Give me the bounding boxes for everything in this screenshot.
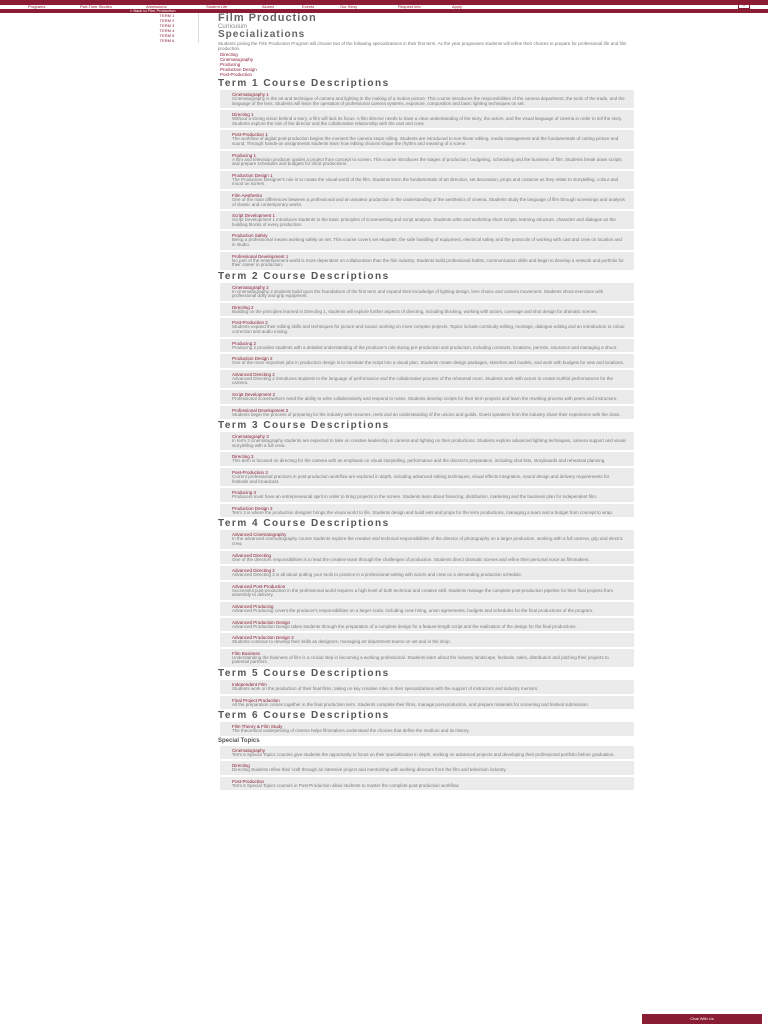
course-card xyxy=(220,370,634,388)
course-card xyxy=(220,130,634,148)
specialization-item: Production Design xyxy=(220,67,257,72)
specialization-item: Producing xyxy=(220,62,241,67)
nav-item-events[interactable]: Events xyxy=(302,4,315,9)
nav-item-admissions[interactable]: Admissions xyxy=(146,4,167,9)
course-description: This term is focused on directing for the camera with an emphasis on visual storytelling, performance and the director's preparation, including shot lists, storyboards and rehearsal planning. xyxy=(232,458,606,464)
course-title: Script Development 1 xyxy=(232,213,276,219)
course-title: Directing 1 xyxy=(232,112,254,118)
course-description: In term 3 cinematography students are expected to take on creative leadership in camera and lighting on their productions. Students explore advanced lighting techniques, camera support and visual storytelling with a full crew. xyxy=(232,438,626,448)
course-card xyxy=(220,618,634,632)
course-card xyxy=(220,488,634,502)
course-card xyxy=(220,303,634,317)
course-title: Directing xyxy=(232,763,250,769)
course-card xyxy=(220,551,634,565)
specializations-intro: Students joining the Film Production Program will choose two of the following specializations in their first term. As the year progresses students will refine their choices to prepare for professional life and film production. xyxy=(218,41,627,51)
course-card xyxy=(220,231,634,249)
course-description: Without a strong vision behind a story, a film will lack its focus. A film director needs to have a clear understanding of the story, the actors, and the visual language of cinema in order to tell the story. Students explore the role of the director and the collaborative relationship with the cast and crew. xyxy=(232,116,623,126)
chat-button[interactable]: Chat With Us xyxy=(642,1014,762,1024)
course-card xyxy=(220,452,634,466)
nav-item-student-life[interactable]: Student Life xyxy=(206,4,228,9)
course-card xyxy=(220,504,634,518)
course-description: In the advanced cinematography course students explore the creative and technical responsibilities of the director of photography on a larger production, working with a full camera, grip and electric crew. xyxy=(232,536,623,546)
course-card xyxy=(220,680,634,694)
course-card xyxy=(220,339,634,353)
course-title: Producing 2 xyxy=(232,340,257,346)
term-heading: Term 4 Course Descriptions xyxy=(218,518,390,530)
term-link-3[interactable]: TERM 3 xyxy=(159,23,175,28)
course-title: Advanced Directing 2 xyxy=(232,371,275,377)
specialization-item: Directing xyxy=(220,52,238,57)
term-heading: Term 3 Course Descriptions xyxy=(218,420,390,432)
course-description: No part of the entertainment world is more dependent on collaboration than the film industry. Students build professional habits, communication skills and begin to develop a network and portfolio for their career in production. xyxy=(232,257,624,268)
course-title: Script Development 2 xyxy=(232,392,276,398)
course-description: Producing 2 provides students with a detailed understanding of the producer's role during pre-production and production, including contracts, locations, permits, insurance and managing a shoot. xyxy=(232,344,618,350)
course-description: Professional screenwriters need the ability to write collaboratively and respond to notes. Students develop scripts for their term projects and learn the rewriting process with peers and instructors. xyxy=(232,396,618,402)
course-card xyxy=(220,633,634,647)
course-description: Producers must have an entrepreneurial spirit in order to bring projects to the screen. Students learn about financing, distribution, marketing and the business plan for independent film. xyxy=(232,494,597,500)
course-title: Directing 3 xyxy=(232,454,254,460)
course-card xyxy=(220,283,634,301)
course-description: Understanding the business of film is a crucial step in becoming a working professional. Students learn about the industry landscape, festivals, sales, distribution and pitching their projects to potential partners. xyxy=(232,654,609,665)
course-title: Post-Production 3 xyxy=(232,470,268,475)
course-title: Production Design 2 xyxy=(232,356,273,362)
course-card xyxy=(220,390,634,404)
course-description: Script Development 1 introduces students to the basic principles of screenwriting and script analysis. Students write and workshop short scripts, learning structure, character and dialogue as the building blocks of every production. xyxy=(232,217,616,227)
course-title: Final Project Production xyxy=(232,697,280,703)
course-card xyxy=(220,468,634,486)
course-title: Advanced Directing 2 xyxy=(232,568,275,574)
course-card xyxy=(220,171,634,189)
course-card xyxy=(220,191,634,209)
course-title: Cinematography 2 xyxy=(232,284,269,290)
term-link-5[interactable]: TERM 5 xyxy=(159,33,175,38)
course-description: Term 6 Special Topics courses in Post-Production allow students to master the complete post-production workflow. xyxy=(232,782,460,788)
specializations-list xyxy=(218,52,638,77)
course-card xyxy=(220,746,634,760)
course-card xyxy=(220,406,634,420)
course-description: Students work on the production of their final films, taking on key creative roles in their specializations with the support of instructors and industry mentors. xyxy=(232,685,539,691)
term-heading: Term 6 Course Descriptions xyxy=(218,710,390,722)
course-description: One of the more important jobs in production design is to translate the script into a visual plan. Students create design packages, sketches and models, and work with budgets for sets and locations. xyxy=(232,360,624,366)
course-title: Independent Film xyxy=(232,681,267,687)
course-title: Professional Development 1 xyxy=(232,253,289,259)
term-link-6[interactable]: TERM 6 xyxy=(159,38,175,43)
course-card xyxy=(220,649,634,667)
course-description: One of the main differences between a professional and an amateur production is the understanding of the aesthetics of cinema. Students study the language of film through screenings and analysis of classic and contemporary works. xyxy=(232,196,625,207)
course-description: A film and television producer guides a project from concept to screen. This course introduces the stages of production, budgeting, scheduling and the business of film. Students break down scripts and prepare schedules and budgets for short productions. xyxy=(232,156,622,167)
course-title: Production Design 3 xyxy=(232,505,273,511)
course-title: Directing 2 xyxy=(232,304,254,310)
course-card xyxy=(220,252,634,270)
course-card xyxy=(220,602,634,616)
nav-item-request-info[interactable]: Request Info xyxy=(398,4,421,9)
course-description: Students expand their editing skills and techniques for picture and sound, working on more complex projects. Topics include continuity editing, montage, dialogue editing and an introduction to colour correction and audio mixing. xyxy=(232,324,625,335)
course-description: Current professional practices in post-production workflow are explored in depth, including advanced editing techniques, visual effects integration, sound design and delivery requirements for festivals and broadcast. xyxy=(232,474,610,484)
course-title: Advanced Cinematography xyxy=(232,532,287,538)
term-link-2[interactable]: TERM 2 xyxy=(159,18,175,23)
course-title: Advanced Production Design xyxy=(232,619,291,625)
course-card xyxy=(220,566,634,580)
special-topics-heading: Special Topics xyxy=(218,737,260,744)
specialization-item: Cinematography xyxy=(220,57,254,62)
course-title: Film Aesthetics xyxy=(232,192,263,198)
course-title: Post-Production xyxy=(232,778,265,784)
course-title: Advanced Production Design 2 xyxy=(232,635,294,641)
page-subtitle: Curriculum xyxy=(218,24,248,30)
nav-item-part-time[interactable]: Part-Time Studies xyxy=(80,4,112,9)
course-title: Cinematography 3 xyxy=(232,434,269,440)
course-card xyxy=(220,110,634,128)
course-description: Students continue to develop their skills as designers, managing art department teams on set and in the shop. xyxy=(232,639,451,645)
course-description: Students begin the process of preparing for the industry with resumes, reels and an understanding of the unions and guilds. Guest speakers from the industry share their experience with the class. xyxy=(232,411,621,417)
course-title: Professional Development 2 xyxy=(232,407,289,413)
course-card xyxy=(220,530,634,548)
course-card xyxy=(220,151,634,169)
terms-container xyxy=(218,79,638,790)
course-title: Cinematography 1 xyxy=(232,92,269,97)
term-link-4[interactable]: TERM 4 xyxy=(159,28,175,33)
course-description: Being a professional means working safely on set. This course covers set etiquette, the safe handling of equipment, electrical safety and the protocols of working with cast and crew on location and in studio. xyxy=(232,237,622,247)
course-title: Advanced Post-Production xyxy=(232,583,286,589)
course-title: Cinematography xyxy=(232,747,266,753)
course-description: Building on the principles learned in Directing 1, students will explore further aspects of directing, including blocking, working with actors, coverage and shot design for dramatic scenes. xyxy=(232,308,598,314)
course-card xyxy=(220,722,634,736)
page-title: Film Production xyxy=(218,13,317,24)
course-title: Advanced Directing xyxy=(232,552,272,558)
course-title: Film Theory & Film Study xyxy=(232,724,283,730)
course-description: Advanced Directing 2 introduces students to the language of performance and the collaborative process of the rehearsal room. Students work with actors to create truthful performances for the camera. xyxy=(232,375,613,386)
course-card xyxy=(220,90,634,108)
nav-item-our-story[interactable]: Our Story xyxy=(340,4,358,9)
back-link[interactable]: « Back to Film Production xyxy=(130,8,176,13)
course-card xyxy=(220,211,634,229)
main-content xyxy=(218,13,638,1024)
course-card xyxy=(220,318,634,336)
course-description: All the preparation comes together in the final production term. Students complete their films, manage post-production, and prepare materials for screening and festival submission. xyxy=(232,701,589,707)
course-title: Producing 1 xyxy=(232,152,257,158)
course-title: Producing 3 xyxy=(232,490,257,496)
course-title: Film Business xyxy=(232,650,261,656)
close-icon[interactable]: X xyxy=(738,1,750,9)
term-heading: Term 5 Course Descriptions xyxy=(218,667,390,679)
course-description: The Production Designer's role is to create the visual world of the film. Students learn the fundamentals of art direction, set decoration, props and costume as they relate to storytelling, colour and mood on screen. xyxy=(232,176,619,187)
course-description: Cinematography is the art and technique of camera and lighting in the making of a motion picture. This course introduces the responsibilities of the camera department, the tools of the trade, and the language of the lens. Students will learn the operation of professional camera systems, exposure, composition and basic lighting techniques on set. xyxy=(232,96,625,106)
course-description: Advanced Directing 2 is all about putting your tools to practice in a professional setting with actors and crew on a demanding production schedule. xyxy=(232,572,523,578)
course-description: The theoretical underpinning of cinema helps filmmakers understand the choices that define the medium and its history. xyxy=(232,728,470,734)
course-title: Post-Production 1 xyxy=(232,132,268,138)
course-card xyxy=(220,582,634,600)
course-card xyxy=(220,432,634,450)
course-description: Directing students refine their craft through an intensive project and mentorship with working directors from the film and television industry. xyxy=(232,767,507,773)
course-title: Post-Production 2 xyxy=(232,320,268,326)
specialization-item: Post-Production xyxy=(220,72,253,77)
course-description: In cinematography 2 students build upon the foundations of the first term and expand their knowledge of lighting design, lens choice and camera movement. Students shoot exercises with professional dolly and grip equipment. xyxy=(232,288,604,299)
term-heading: Term 2 Course Descriptions xyxy=(218,270,390,282)
nav-item-programs[interactable]: Programs xyxy=(28,4,46,9)
term-sidebar xyxy=(136,13,199,43)
course-title: Production Safety xyxy=(232,233,268,239)
course-description: Successful post-production in the professional world requires a high level of both technical and creative skill. Students manage the complete post-production pipeline for their final projects from assembly to delivery. xyxy=(232,587,613,598)
course-description: The workflow of digital post-production begins the moment the camera stops rolling. Students are introduced to non-linear editing, media management and the fundamentals of cutting picture and sound. Through hands-on assignments students learn how editing choices shape the rhythm and meaning of a scene. xyxy=(232,136,619,146)
course-description: One of the directors responsibilities is to lead the creative team through the challenges of production. Students direct dramatic scenes and refine their personal voice as filmmakers. xyxy=(232,556,590,562)
nav-item-alumni[interactable]: Alumni xyxy=(262,4,275,9)
course-title: Advanced Producing xyxy=(232,603,274,609)
course-card xyxy=(220,777,634,791)
course-description: Advanced Production Design takes students through the preparation of a complete design for a feature-length script and the realization of the design for the final productions. xyxy=(232,623,577,629)
course-card xyxy=(220,761,634,775)
course-card xyxy=(220,354,634,368)
course-description: Term 3 is where the production designer brings the visual world to life. Students design and build sets and props for the term productions, managing a team and a budget from concept to wrap. xyxy=(232,509,613,515)
course-title: Production Design 1 xyxy=(232,172,273,178)
course-description: Advanced Producing covers the producer's responsibilities on a larger scale, including crew hiring, union agreements, budgets and schedules for the final productions of the program. xyxy=(232,607,594,613)
term-link-1[interactable]: TERM 1 xyxy=(159,13,175,18)
term-heading: Term 1 Course Descriptions xyxy=(218,78,390,89)
specializations-heading: Specializations xyxy=(218,29,306,40)
nav-item-apply[interactable]: Apply xyxy=(452,4,463,9)
course-description: Term 6 Special Topics courses give students the opportunity to focus on their specialization in depth, working on advanced projects and developing their professional portfolio before graduation. xyxy=(232,751,615,757)
course-card xyxy=(220,696,634,710)
